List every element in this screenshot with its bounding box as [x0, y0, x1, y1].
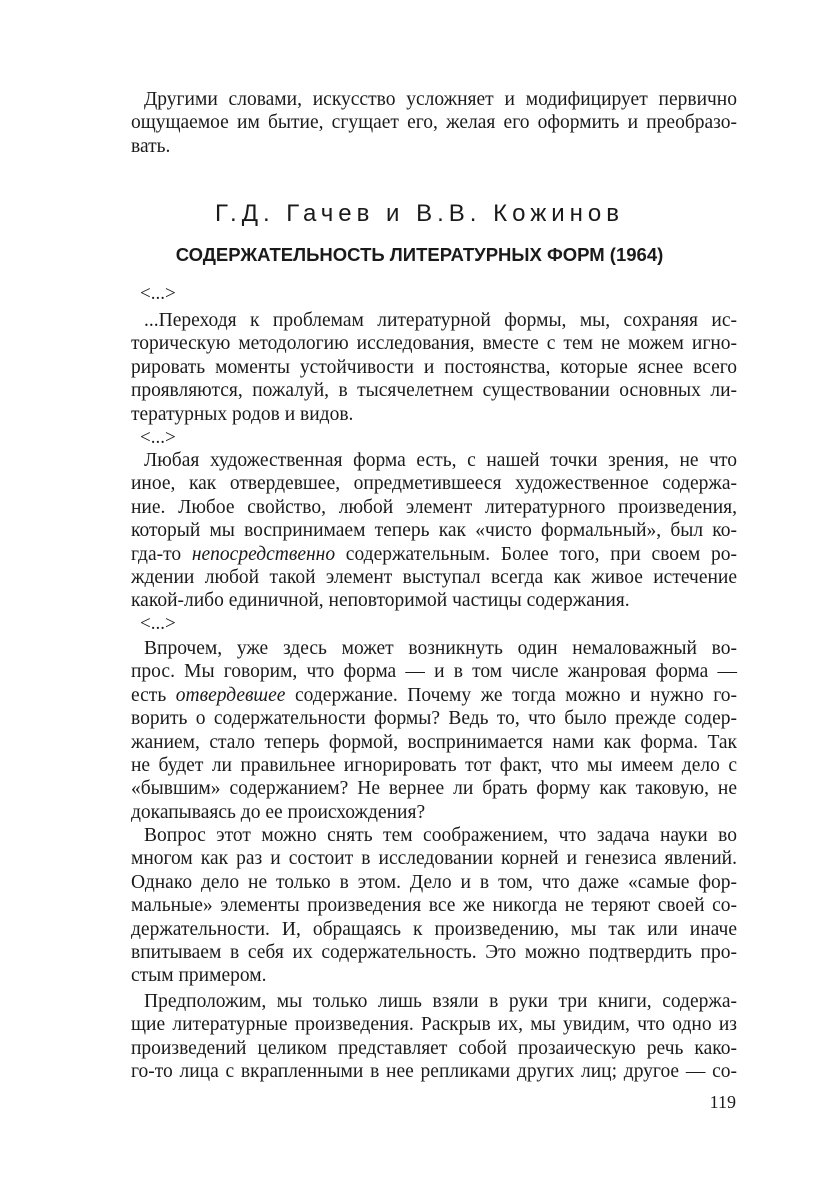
text-line: прос. Мы говорим, что форма — и в том числе жанровая форма —: [131, 661, 737, 683]
text-fragment: содержание. Почему же тогда можно и нужно го-: [285, 684, 737, 706]
text-line: го-то лица с вкрапленными в нее репликами других лиц; другое — со-: [131, 1061, 737, 1083]
text-line: ворить о содержательности формы? Ведь то, что было прежде содер-: [131, 708, 737, 730]
text-line: Вопрос этот можно снять тем соображением, что задача науки во: [144, 825, 737, 846]
text-line: многом как раз и состоит в исследовании корней и генезиса явлений.: [131, 848, 737, 870]
text-line: щие литературные произведения. Раскрыв их, мы увидим, что одно из: [131, 1014, 737, 1036]
text-line: «бывшим» содержанием? Не вернее ли брать форму как таковую, не: [131, 778, 737, 800]
text-line: тературных родов и видов.: [131, 403, 354, 425]
text-line: стым примером.: [131, 965, 267, 987]
paragraph-2: [131, 449, 737, 613]
paragraph-4: [131, 824, 737, 988]
text-fragment: содержательным. Более того, при своем ро-: [335, 543, 737, 565]
page-number: 119: [709, 1092, 736, 1112]
text-line: Впрочем, уже здесь может возникнуть один немаловажный во-: [144, 638, 737, 659]
text-line: ние. Любое свойство, любой элемент литературного произведения,: [131, 496, 737, 518]
text-line: ждении любой такой элемент выступал всегда как живое истечение: [131, 567, 737, 589]
text-line: который мы воспринимаем теперь как «чисто формальный», был ко-: [131, 520, 737, 542]
text-line: не будет ли правильнее игнорировать тот факт, что мы имеем дело с: [131, 755, 737, 777]
text-line: [131, 684, 737, 707]
text-line: докапываясь до ее происхождения?: [131, 801, 426, 823]
article-title: СОДЕРЖАТЕЛЬНОСТЬ ЛИТЕРАТУРНЫХ ФОРМ (1964): [175, 244, 664, 265]
text-line: ощущаемое им бытие, сгущает его, желая его оформить и преобразо-: [131, 112, 737, 134]
text-line: какой-либо единичной, неповторимой частицы содержания.: [131, 590, 630, 612]
text-line: вать.: [131, 135, 171, 157]
text-line: рировать моменты устойчивости и постоянства, которые яснее всего: [131, 356, 737, 378]
text-line: ...Переходя к проблемам литературной формы, мы, сохраняя ис-: [144, 310, 737, 331]
omission-mark: <...>: [140, 427, 176, 448]
paragraph-3: [131, 637, 737, 824]
text-fragment: гда-то: [131, 543, 192, 565]
omission-mark: <...>: [140, 283, 176, 304]
text-line: жанием, стало теперь формой, воспринимается нами как форма. Так: [131, 731, 737, 753]
text-line: произведений целиком представляет собой прозаическую речь како-: [131, 1037, 737, 1059]
text-line: впитываем в себя их содержательность. Это можно подтвердить про-: [131, 942, 737, 964]
text-fragment: есть: [131, 684, 176, 706]
text-line: Другими словами, искусство усложняет и модифицирует первично: [144, 89, 737, 110]
text-line: торическую методологию исследования, вместе с тем не можем игно-: [131, 333, 737, 355]
author-heading: Г.Д. Гачев и В.В. Кожинов: [214, 200, 625, 227]
intro-paragraph: [131, 88, 737, 158]
text-line: иное, как отвердевшее, опредметившееся художественное содержа-: [131, 473, 737, 495]
emphasis-text: отвердевшее: [175, 684, 286, 706]
text-line: [131, 543, 737, 566]
text-line: Предположим, мы только лишь взяли в руки три книги, содержа-: [144, 991, 737, 1012]
text-line: мальные» элементы произведения все же никогда не теряют своей со-: [131, 895, 737, 917]
paragraph-5: [131, 990, 737, 1084]
text-line: держательности. И, обращаясь к произведению, мы так или иначе: [131, 918, 737, 940]
text-line: Однако дело не только в этом. Дело и в том, что даже «самые фор-: [131, 871, 737, 893]
emphasis-text: непосредственно: [191, 543, 336, 565]
text-line: проявляются, пожалуй, в тысячелетнем существовании основных ли-: [131, 380, 737, 402]
text-line: Любая художественная форма есть, с нашей точки зрения, не что: [144, 450, 737, 471]
omission-mark: <...>: [140, 613, 176, 634]
paragraph-1: [131, 309, 737, 426]
